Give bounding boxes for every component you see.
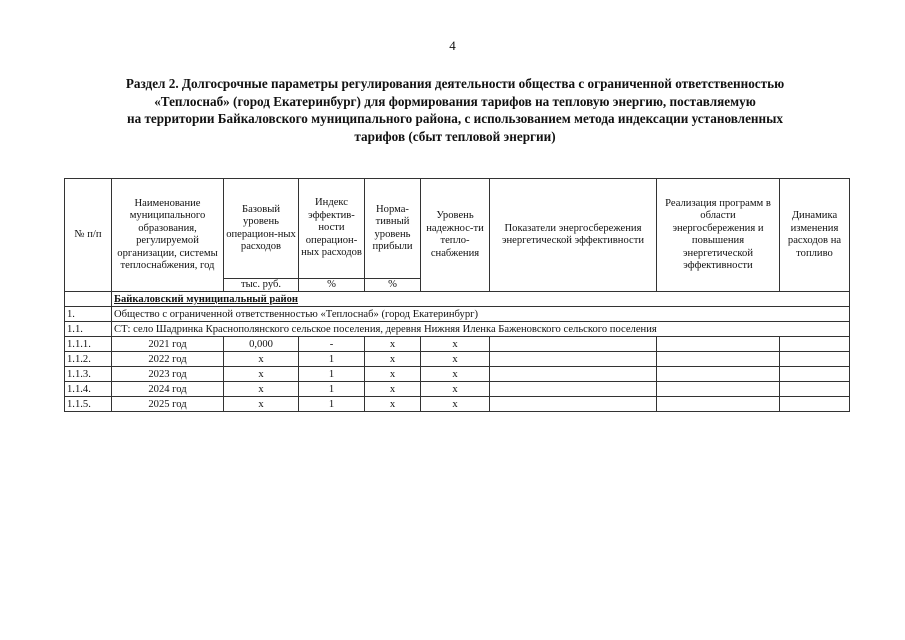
- row-year: 2025 год: [112, 397, 224, 412]
- row-num: 1.1.4.: [65, 382, 112, 397]
- row-year: 2023 год: [112, 367, 224, 382]
- row-year: 2021 год: [112, 337, 224, 352]
- unit-index: %: [299, 279, 365, 292]
- table-row: [65, 352, 850, 367]
- page-number: 4: [449, 38, 456, 53]
- row-year: 2024 год: [112, 382, 224, 397]
- row-programs: [657, 337, 780, 352]
- row-fuel: [780, 397, 850, 412]
- row-base: x: [224, 367, 299, 382]
- header-name: Наименование муниципального образования, регулируемой организации, системы теплоснабжения, год: [112, 179, 224, 292]
- section-title: [60, 75, 850, 145]
- row-energy: [490, 337, 657, 352]
- row-index: -: [299, 337, 365, 352]
- row-programs: [657, 352, 780, 367]
- title-line: Раздел 2. Долгосрочные параметры регулирования деятельности общества с ограниченной ответственностью: [125, 76, 785, 91]
- row-programs: [657, 367, 780, 382]
- header-energy: Показатели энергосбережения энергетической эффективности: [490, 179, 657, 292]
- header-index: Индекс эффектив-ности операцион-ных расходов: [299, 179, 365, 279]
- unit-norm: %: [365, 279, 421, 292]
- parameters-table: [64, 178, 850, 412]
- row-index: 1: [299, 367, 365, 382]
- row-index: 1: [299, 382, 365, 397]
- header-reliability: Уровень надежнос-ти тепло-снабжения: [421, 179, 490, 292]
- row-base: x: [224, 397, 299, 412]
- empty-cell: [65, 292, 112, 307]
- row-reliability: x: [421, 367, 490, 382]
- row-norm: x: [365, 337, 421, 352]
- table-row: [65, 337, 850, 352]
- header-norm: Норма-тивный уровень прибыли: [365, 179, 421, 279]
- row-num: 1.1.3.: [65, 367, 112, 382]
- row-norm: x: [365, 382, 421, 397]
- title-line: на территории Байкаловского муниципального района, с использованием метода индексации установленных: [126, 111, 784, 126]
- title-line: тарифов (сбыт тепловой энергии): [354, 128, 556, 144]
- row-base: 0,000: [224, 337, 299, 352]
- row-programs: [657, 397, 780, 412]
- org-name: Общество с ограниченной ответственностью «Теплоснаб» (город Екатеринбург): [112, 307, 850, 322]
- system-name: СТ: село Шадринка Краснополянского сельское поселения, деревня Нижняя Иленка Баженовского сельского поселения: [112, 322, 850, 337]
- row-fuel: [780, 367, 850, 382]
- row-num: 1.1.1.: [65, 337, 112, 352]
- row-num: 1.1.5.: [65, 397, 112, 412]
- district-name: Байкаловский муниципальный район: [114, 293, 299, 305]
- table-row: [65, 397, 850, 412]
- row-norm: x: [365, 397, 421, 412]
- header-fuel: Динамика изменения расходов на топливо: [780, 179, 850, 292]
- row-norm: x: [365, 367, 421, 382]
- row-norm: x: [365, 352, 421, 367]
- org-num: 1.: [65, 307, 112, 322]
- row-year: 2022 год: [112, 352, 224, 367]
- row-reliability: x: [421, 382, 490, 397]
- row-reliability: x: [421, 397, 490, 412]
- row-reliability: x: [421, 352, 490, 367]
- table-row: [65, 367, 850, 382]
- row-programs: [657, 382, 780, 397]
- row-energy: [490, 352, 657, 367]
- unit-base: тыс. руб.: [224, 279, 299, 292]
- title-line: «Теплоснаб» (город Екатеринбург) для формирования тарифов на тепловую энергию, поставляемую: [154, 93, 756, 109]
- row-num: 1.1.2.: [65, 352, 112, 367]
- row-fuel: [780, 382, 850, 397]
- header-programs: Реализация программ в области энергосбережения и повышения энергетической эффективности: [657, 179, 780, 292]
- row-index: 1: [299, 397, 365, 412]
- header-num: № п/п: [65, 179, 112, 292]
- row-energy: [490, 382, 657, 397]
- row-reliability: x: [421, 337, 490, 352]
- header-base: Базовый уровень операцион-ных расходов: [224, 179, 299, 279]
- row-index: 1: [299, 352, 365, 367]
- district-row: [112, 292, 850, 307]
- system-num: 1.1.: [65, 322, 112, 337]
- row-energy: [490, 397, 657, 412]
- row-fuel: [780, 337, 850, 352]
- table-row: [65, 382, 850, 397]
- row-energy: [490, 367, 657, 382]
- row-fuel: [780, 352, 850, 367]
- row-base: x: [224, 352, 299, 367]
- row-base: x: [224, 382, 299, 397]
